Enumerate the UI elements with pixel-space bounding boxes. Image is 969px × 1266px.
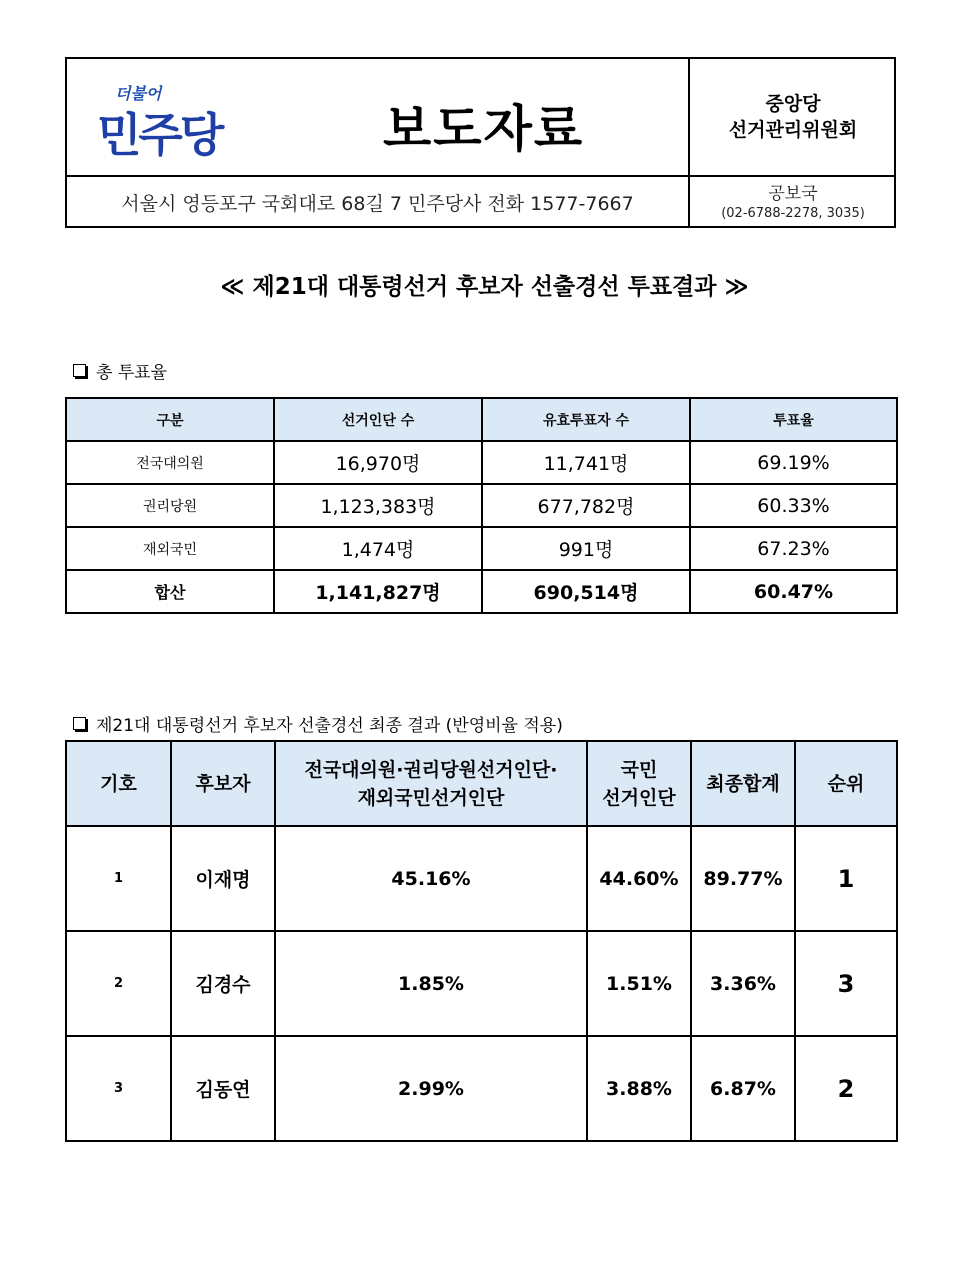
- row-label: 권리당원: [66, 484, 274, 527]
- turnout-table: [65, 397, 898, 614]
- row-label: 전국대의원: [66, 441, 274, 484]
- dept-name: 공보국: [768, 183, 818, 204]
- candidate-name: 김경수: [171, 931, 275, 1036]
- table-row: [66, 527, 897, 570]
- electors-cell: 16,970명: [274, 441, 482, 484]
- public-electors-share: 3.88%: [587, 1036, 691, 1141]
- logo-big-text: 민주당: [97, 108, 222, 162]
- logo-small-text: 더불어: [115, 84, 162, 103]
- voters-cell: 690,514명: [482, 570, 690, 613]
- header-line: 국민: [620, 758, 658, 781]
- final-total: 6.87%: [691, 1036, 795, 1141]
- department-cell: [690, 177, 896, 228]
- results-table: [65, 740, 898, 1142]
- rank: 2: [795, 1036, 897, 1141]
- page-title: ≪ 제21대 대통령선거 후보자 선출경선 투표결과 ≫: [220, 274, 749, 300]
- checkbox-bullet-icon: [73, 717, 86, 730]
- org-line2: 선거관리위원회: [728, 119, 858, 141]
- col-header-candidate: 후보자: [171, 741, 275, 826]
- header-line: 재외국민선거인단: [357, 786, 505, 809]
- col-header-public: [587, 741, 691, 826]
- section2-title: 제21대 대통령선거 후보자 선출경선 최종 결과 (반영비율 적용): [96, 716, 563, 736]
- col-header: 구분: [66, 398, 274, 441]
- party-logo: [97, 75, 237, 165]
- address: 서울시 영등포구 국회대로 68길 7 민주당사 전화 1577-7667: [67, 177, 690, 228]
- turnout-cell: 60.47%: [690, 570, 897, 613]
- party-electors-share: 2.99%: [275, 1036, 587, 1141]
- table-row: [66, 931, 897, 1036]
- col-header-party: [275, 741, 587, 826]
- table-header-row: [66, 741, 897, 826]
- party-electors-share: 45.16%: [275, 826, 587, 931]
- voters-cell: 991명: [482, 527, 690, 570]
- header-line: 전국대의원·권리당원선거인단·: [304, 758, 558, 781]
- col-header-total: 최종합계: [691, 741, 795, 826]
- press-release-header: [65, 57, 896, 228]
- dept-phone: (02-6788-2278, 3035): [721, 205, 865, 221]
- organization-cell: [690, 59, 896, 177]
- table-row: [66, 441, 897, 484]
- row-label: 재외국민: [66, 527, 274, 570]
- checkbox-bullet-icon: [73, 364, 86, 377]
- col-header-no: 기호: [66, 741, 171, 826]
- turnout-cell: 67.23%: [690, 527, 897, 570]
- org-line1: 중앙당: [765, 93, 821, 115]
- electors-cell: 1,123,383명: [274, 484, 482, 527]
- col-header: 투표율: [690, 398, 897, 441]
- electors-cell: 1,141,827명: [274, 570, 482, 613]
- section2-heading: [73, 711, 563, 736]
- logo-cell: [67, 59, 690, 177]
- col-header: 유효투표자 수: [482, 398, 690, 441]
- table-row: [66, 826, 897, 931]
- voters-cell: 11,741명: [482, 441, 690, 484]
- rank: 1: [795, 826, 897, 931]
- table-row: [66, 484, 897, 527]
- public-electors-share: 44.60%: [587, 826, 691, 931]
- header-line: 선거인단: [602, 786, 676, 809]
- total-row: [66, 570, 897, 613]
- candidate-name: 김동연: [171, 1036, 275, 1141]
- voters-cell: 677,782명: [482, 484, 690, 527]
- turnout-cell: 69.19%: [690, 441, 897, 484]
- final-total: 3.36%: [691, 931, 795, 1036]
- section1-title: 총 투표율: [96, 363, 168, 383]
- rank: 3: [795, 931, 897, 1036]
- col-header-rank: 순위: [795, 741, 897, 826]
- final-total: 89.77%: [691, 826, 795, 931]
- section1-heading: [73, 358, 167, 383]
- col-header: 선거인단 수: [274, 398, 482, 441]
- candidate-number: 3: [66, 1036, 171, 1141]
- table-row: [66, 1036, 897, 1141]
- doc-type-title: 보도자료: [383, 100, 585, 158]
- row-label: 합산: [66, 570, 274, 613]
- candidate-number: 2: [66, 931, 171, 1036]
- table-header-row: [66, 398, 897, 441]
- candidate-name: 이재명: [171, 826, 275, 931]
- candidate-number: 1: [66, 826, 171, 931]
- party-electors-share: 1.85%: [275, 931, 587, 1036]
- electors-cell: 1,474명: [274, 527, 482, 570]
- public-electors-share: 1.51%: [587, 931, 691, 1036]
- turnout-cell: 60.33%: [690, 484, 897, 527]
